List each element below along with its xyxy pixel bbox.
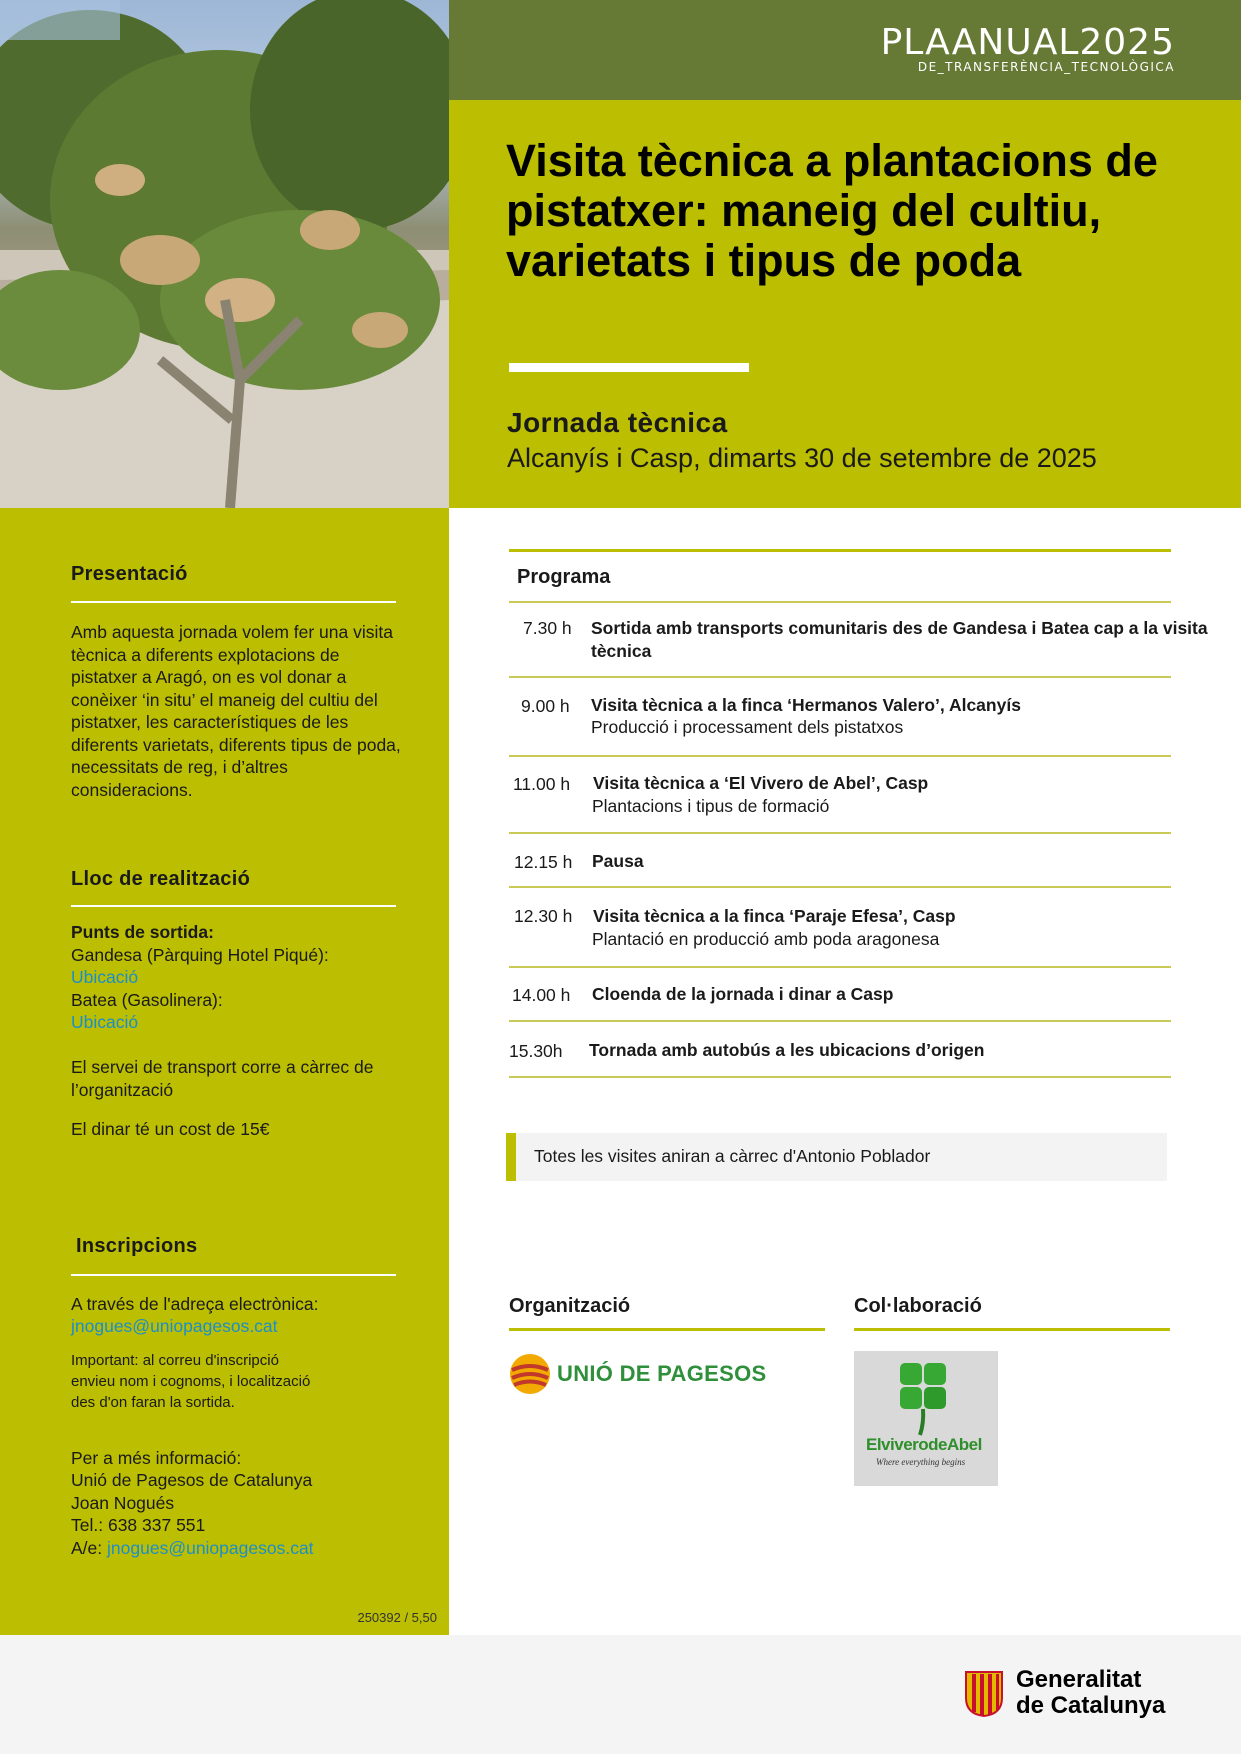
event-type: Jornada tècnica	[507, 407, 728, 438]
divider	[71, 1274, 396, 1276]
generalitat-wordmark	[1016, 1667, 1165, 1719]
generalitat-emblem-icon	[962, 1668, 1006, 1718]
unio-de-pagesos-emblem-icon	[508, 1352, 552, 1396]
info-email-line	[71, 1537, 401, 1560]
ubicacio-link-gandesa[interactable]: Ubicació	[71, 967, 139, 987]
info-email-label: A/e:	[71, 1538, 103, 1558]
schedule-time: 7.30 h	[523, 618, 572, 638]
speaker-note-text: Totes les visites aniran a càrrec d'Antonio Poblador	[534, 1146, 931, 1166]
schedule-title: Tornada amb autobús a les ubicacions d’origen	[589, 1040, 985, 1060]
divider	[509, 755, 1171, 757]
divider	[509, 886, 1171, 888]
vivero-de-abel-wordmark: ElviverodeAbel	[866, 1435, 982, 1454]
divider	[509, 1020, 1171, 1022]
schedule-title: Visita tècnica a ‘El Vivero de Abel’, Casp	[593, 773, 929, 793]
divider	[71, 905, 396, 907]
divider	[509, 966, 1171, 968]
pistachio-tree-photo	[0, 0, 449, 508]
dinar-note: El dinar té un cost de 15€	[71, 1119, 270, 1139]
schedule-title: Pausa	[592, 851, 644, 871]
schedule-time: 12.15 h	[514, 852, 573, 872]
divider	[509, 601, 1171, 603]
inscripcions-heading: Inscripcions	[76, 1235, 198, 1257]
divider	[854, 1328, 1170, 1331]
schedule-title: Visita tècnica a la finca ‘Paraje Efesa’, Casp	[593, 906, 956, 926]
ubicacio-link-batea[interactable]: Ubicació	[71, 1012, 139, 1032]
info-org: Unió de Pagesos de Catalunya	[71, 1470, 313, 1490]
schedule-time: 14.00 h	[512, 985, 571, 1005]
inscripcio-text: A través de l'adreça electrònica:	[71, 1294, 319, 1314]
schedule-time: 12.30 h	[514, 906, 573, 926]
important-note: Important: al correu d'inscripció envieu nom i cognoms, i localització des d'on faran la sortida.	[71, 1352, 311, 1411]
schedule-time: 9.00 h	[521, 696, 570, 716]
speaker-note	[506, 1133, 1167, 1181]
programa-heading: Programa	[517, 566, 611, 588]
plan-subtitle: DE_TRANSFERÈNCIA_TECNOLÒGICA	[917, 60, 1175, 74]
event-location-date: Alcanyís i Casp, dimarts 30 de setembre de 2025	[507, 443, 1097, 473]
header-band	[449, 0, 1241, 100]
info-label: Per a més informació:	[71, 1448, 242, 1468]
programa-top-rule	[509, 549, 1171, 552]
divider	[509, 1076, 1171, 1078]
title-divider	[509, 363, 749, 372]
divider	[509, 832, 1171, 834]
document-code: 250392 / 5,50	[357, 1610, 437, 1625]
vivero-de-abel-logo	[854, 1351, 998, 1486]
divider	[71, 601, 396, 603]
organitzacio-heading: Organització	[509, 1295, 631, 1317]
schedule-title: Cloenda de la jornada i dinar a Casp	[592, 984, 894, 1004]
generalitat-line1: Generalitat	[1016, 1666, 1142, 1693]
presentacio-text: Amb aquesta jornada volem fer una visita tècnica a diferents explotacions de pistatxer a Aragó, on es vol donar a conèixer ‘in situ’ el maneig del cultiu del pistatxer, les característiques de les diferents varietats, diferents tipus de poda, necessitats de reg, i d’altres consideracions.	[71, 622, 401, 800]
presentacio-heading: Presentació	[71, 563, 188, 585]
vivero-de-abel-tagline: Where everything begins	[876, 1457, 966, 1467]
punts-label: Punts de sortida:	[71, 922, 214, 942]
divider	[509, 1328, 825, 1331]
generalitat-line2: de Catalunya	[1016, 1692, 1166, 1719]
info-phone: Tel.: 638 337 551	[71, 1515, 206, 1535]
schedule-title: Sortida amb transports comunitaris des de Gandesa i Batea cap a la visita tècnica	[591, 618, 1208, 661]
info-email-link[interactable]: jnogues@uniopagesos.cat	[107, 1538, 314, 1558]
divider	[509, 676, 1171, 678]
schedule-title: Visita tècnica a la finca ‘Hermanos Valero’, Alcanyís	[591, 695, 1021, 715]
transport-note: El servei de transport corre a càrrec de l’organització	[71, 1057, 374, 1100]
sidebar	[0, 508, 449, 1635]
unio-de-pagesos-logo	[508, 1352, 768, 1398]
schedule-time: 11.00 h	[513, 774, 571, 794]
schedule-desc: Plantació en producció amb poda aragonesa	[592, 929, 940, 949]
schedule-time: 15.30h	[509, 1041, 563, 1061]
schedule-desc: Plantacions i tipus de formació	[592, 796, 830, 816]
lloc-heading: Lloc de realització	[71, 868, 251, 890]
unio-de-pagesos-wordmark: UNIÓ DE PAGESOS	[557, 1361, 767, 1386]
title-block	[449, 100, 1241, 508]
point-batea: Batea (Gasolinera):	[71, 990, 223, 1010]
schedule-desc: Producció i processament dels pistatxos	[591, 717, 904, 737]
plan-title: PLAANUAL2025	[880, 22, 1175, 63]
point-gandesa: Gandesa (Pàrquing Hotel Piqué):	[71, 945, 329, 965]
info-name: Joan Nogués	[71, 1493, 175, 1513]
page-title: Visita tècnica a plantacions de pistatxer: maneig del cultiu, varietats i tipus de poda	[506, 135, 1158, 286]
collaboracio-heading: Col·laboració	[854, 1295, 982, 1317]
inscripcio-email-link[interactable]: jnogues@uniopagesos.cat	[71, 1316, 278, 1336]
